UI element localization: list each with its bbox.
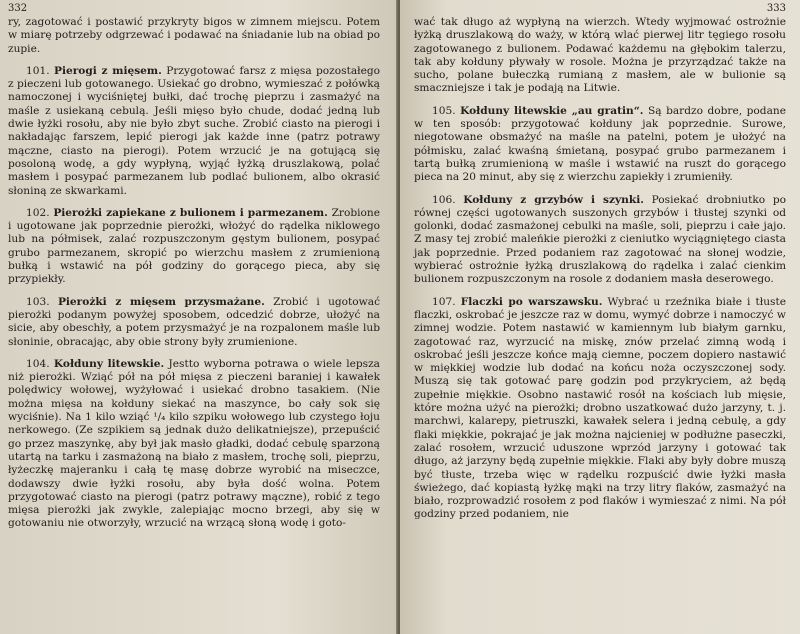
recipe-text: Posiekać drobniutko po równej części ugotowanych suszonych grzybów i tłustej szynki od golonki, dodać zasmażonej cebulki na maśle, soli, pieprzu i całe jajo. Z masy tej zrobić maleńkie pierożki z cieniutko wyciągniętego ciasta jak poprzednie. Przed podaniem raz zagotować na słonej wodzie, wybierać ostrożnie łyżką druszlakową do rądelka i zalać cienkim bulionem rozpuszczonym na rosole z dodaniem masła deserowego. <box>414 193 786 286</box>
recipe-text: Jestto wyborna potrawa o wiele lepsza niż pierożki. Wziąć pół na pół mięsa z pieczeni baraniej i kawałek polędwicy wołowej, wyżyłować i usiekać drobno tasakiem. (Nie można mięsa na kołduny siekać na maszynce, bo cały sok się wyciśnie). Na 1 kilo wziąć ¹/₄ kilo szpiku wołowego lub czystego łoju nerkowego. (Ze szpikiem są jednak dużo delikatniejsze), przepuścić go przez maszynkę, aby był jak masło gładki, dodać cebulę sparzoną utartą na tarku i zasmażoną na biało z masłem, trochę soli, pieprzu, łyżeczkę majeranku i całą tę masę dobrze wyrobić na miseczce, dodawszy dwie łyżki rosołu, aby była dość wolna. Potem przygotować ciasto na pierogi (patrz potrawy mączne), robić z tego mięsa pierożki jak zwykle, zalepiając mocno brzegi, aby się w gotowaniu nie otworzyły, wrzucić na wrzącą słoną wodę i goto- <box>8 357 380 530</box>
left-page <box>0 0 398 634</box>
continuation-text: ry, zagotować i postawić przykryty bigos w zimnem miejscu. Potem w miarę potrzeby odgrzewać i podawać na śniadanie lub na obiad po zupie. <box>8 16 380 55</box>
recipe-number: 103. <box>26 295 50 308</box>
recipe-106 <box>414 194 786 287</box>
recipe-103 <box>8 296 380 349</box>
recipe-number: 101. <box>26 64 50 77</box>
recipe-title: Pierożki z mięsem przysmażane. <box>57 295 265 308</box>
page-number: 332 <box>8 3 28 14</box>
recipe-text: Wybrać u rzeźnika białe i tłuste flaczki, oskrobać je jeszcze raz w domu, wymyć dobrze i namoczyć w zimnej wodzie. Potem nastawić w kamiennym lub białym garnku, zagotować raz, wyrzucić na miskę, znów przelać zimną wodą i oskrobać jeśli jeszcze końce mają ciemne, poczem dopiero nastawić w miękkiej wodzie lub dodać na końcu noża oczyszczonej sody. Muszą się tak gotować parę godzin pod przykryciem, aż będą zupełnie miękkie. Osobno nastawić rosół na kościach lub mięsie, które można użyć na pierożki; drobno uszatkować dużo jarzyny, t. j. marchwi, kalarepy, pietruszki, kawałek selera i jedną cebulę, a gdy flaki miękkie, pokrajać je jak można najcieniej w podłużne paseczki, zalać rosołem, wrzucić uduszone wprzód jarzyny i gotować tak długo, aż jarzyny będą zupełnie miękkie. Flaki aby były dobre muszą być tłuste, trzeba więc w rądelku rozpuścić dwie łyżki masła świeżego, dać kopiastą łyżkę mąki na trzy litry flaków, zasmażyć na biało, rozprowadzić rosołem z pod flaków i wymieszać z nimi. Na pół godziny przed podaniem, nie <box>414 295 786 521</box>
continuation-text: wać tak długo aż wypłyną na wierzch. Wtedy wyjmować ostrożnie łyżką druszlakową do waży, w którą wlać pierwej litr tęgiego rosołu zagotowanego z bulionem. Podawać każdemu na głębokim talerzu, tak aby kołduny pływały w rosole. Można je przyrządzać także na sucho, polane bułeczką rumianą z masłem, ale w bulionie są smaczniejsze i tak je podają na Litwie. <box>414 16 786 95</box>
right-page <box>400 0 800 634</box>
recipe-title: Pierożki zapiekane z bulionem i parmezanem. <box>53 206 328 219</box>
recipe-text: Są bardzo dobre, podane w ten sposób: przygotować kołduny jak poprzednie. Surowe, niegotowane obsmażyć na maśle na patelni, potem je ułożyć na półmisku, zalać kwaśną śmietaną, posypać grubo parmezanem i tartą bułką zrumienioną w maśle i wstawić na ruszt do gorącego pieca na 20 minut, aby się z wierzchu zapiekły i zrumieniły. <box>414 104 786 184</box>
recipe-number: 105. <box>432 104 456 117</box>
recipe-title: Pierogi z mięsem. <box>54 64 162 77</box>
recipe-number: 104. <box>26 357 50 370</box>
recipe-title: Kołduny z grzybów i szynki. <box>463 193 644 206</box>
recipe-title: Kołduny litewskie „au gratin“. <box>460 104 644 117</box>
recipe-number: 107. <box>432 295 456 308</box>
recipe-text: Przygotować farsz z mięsa pozostałego z pieczeni lub gotowanego. Usiekać go drobno, wymieszać z połówką namoczonej i wyciśniętej bułki, dać trochę pieprzu i zasmażyć na maśle z usiekaną cebulą. Jeśli mięso było chude, dodać jedną lub dwie łyżki rosołu, aby nie było zbyt suche. Zrobić ciasto na pierogi i nakładając farszem, lepić pierogi jak każde inne (patrz potrawy mączne, ciasto na pierogi). Potem wrzucić je na gotującą się posoloną wodę, a gdy wypłyną, wyjąć łyżką druszlakową, polać masłem i posypać parmezanem lub podlać bulionem, albo okrasić słoniną ze skwarkami. <box>8 64 381 197</box>
recipe-107 <box>414 296 786 522</box>
recipe-104 <box>8 358 380 531</box>
recipe-101 <box>8 65 380 198</box>
recipe-number: 102. <box>26 206 50 219</box>
recipe-title: Flaczki po warszawsku. <box>460 295 603 308</box>
recipe-102 <box>8 207 380 287</box>
page-number: 333 <box>766 3 786 14</box>
recipe-title: Kołduny litewskie. <box>53 357 165 370</box>
recipe-text: Zrobione i ugotowane jak poprzednie pierożki, włożyć do rądelka niklowego lub na półmisek, zalać rozpuszczonym gęstym bulionem, posypać grubo parmezanem, skropić po wierzchu masłem z zrumienioną bułką i wstawić na pół godziny do gorącego pieca, aby się przypiekły. <box>8 206 381 286</box>
recipe-text: Zrobić i ugotować pierożki podanym powyżej sposobem, odcedzić dobrze, ułożyć na sicie, aby obeschły, a potem przysmażyć je na rozpalonem maśle lub słoninie, obracając, aby obie strony były zrumienione. <box>8 295 381 348</box>
recipe-number: 106. <box>432 193 456 206</box>
recipe-105 <box>414 105 786 185</box>
